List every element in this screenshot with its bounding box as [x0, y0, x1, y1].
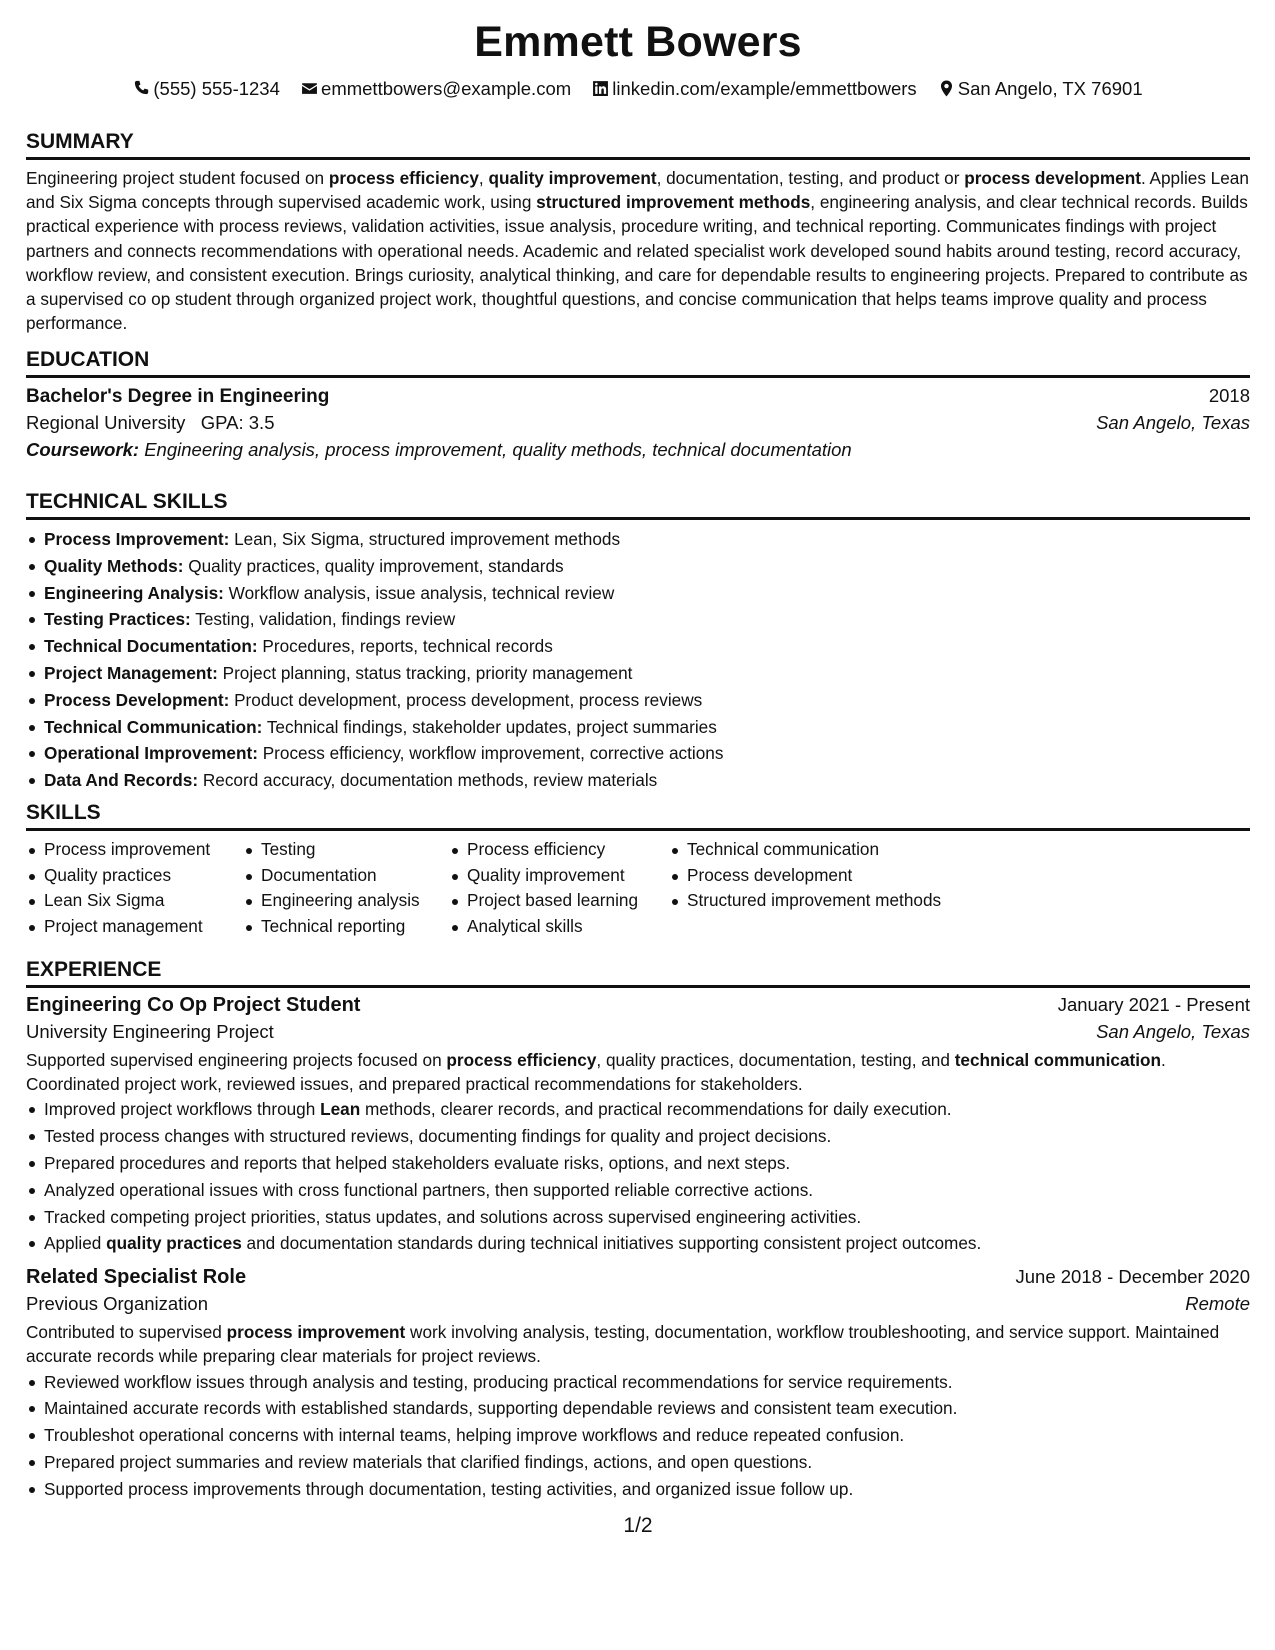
coursework-line: [26, 439, 1250, 461]
school-name: Regional University: [26, 412, 186, 433]
text-segment: Prepared procedures and reports that helped stakeholders evaluate risks, options, and next steps.: [44, 1153, 791, 1173]
job-bullets: [26, 1096, 1250, 1257]
phone-text: (555) 555-1234: [153, 78, 280, 99]
skill-item: Technical communication: [669, 837, 969, 863]
resume-page: [26, 0, 1250, 1650]
text-segment: ,: [478, 168, 489, 188]
technical-skill-item: [26, 660, 1250, 687]
job-bullet: [26, 1204, 1250, 1231]
emphasis-text: structured improvement methods: [536, 192, 811, 213]
skill-category: Project Management:: [44, 662, 218, 683]
education-section: [26, 348, 1250, 461]
contact-location: [938, 78, 1143, 100]
job-summary: [26, 1048, 1250, 1096]
skill-category: Technical Communication:: [44, 716, 263, 737]
jobs-list: [26, 994, 1250, 1503]
school-line: [26, 412, 275, 434]
job-title-row: [26, 994, 1250, 1017]
section-title: TECHNICAL SKILLS: [26, 490, 1250, 520]
skills-columns: [26, 837, 1250, 939]
job-dates: June 2018 - December 2020: [1015, 1266, 1250, 1288]
job-location: San Angelo, Texas: [1096, 1021, 1250, 1042]
skills-column: [243, 837, 449, 939]
skill-item: Process development: [669, 863, 969, 889]
job-bullet: [26, 1096, 1250, 1123]
skill-item: Lean Six Sigma: [26, 888, 243, 914]
email-text: emmettbowers@example.com: [321, 78, 572, 99]
skill-category: Process Improvement:: [44, 529, 230, 549]
text-segment: Tracked competing project priorities, status updates, and solutions across supervised engineering activities.: [44, 1206, 862, 1227]
job-bullet: [26, 1369, 1250, 1396]
job-title: Related Specialist Role: [26, 1266, 247, 1289]
text-segment: Reviewed workflow issues through analysis and testing, producing practical recommendations for service requirements.: [44, 1371, 953, 1392]
technical-skill-item: [26, 687, 1250, 714]
emphasis-text: quality improvement: [488, 168, 657, 188]
experience-section: [26, 958, 1250, 1503]
contact-linkedin: [592, 78, 916, 100]
emphasis-text: process efficiency: [328, 168, 479, 188]
job-entry: [26, 1266, 1250, 1502]
text-segment: Maintained accurate records with established standards, supporting dependable reviews and consistent team execution.: [44, 1398, 958, 1419]
skill-details: Project planning, status tracking, priority management: [222, 662, 633, 683]
linkedin-text: linkedin.com/example/emmettbowers: [612, 78, 917, 99]
text-segment: and documentation standards during technical initiatives supporting consistent project outcomes.: [241, 1233, 982, 1254]
job-bullets: [26, 1369, 1250, 1503]
job-bullet: [26, 1395, 1250, 1422]
contact-email: [301, 78, 571, 100]
skill-details: Procedures, reports, technical records: [262, 636, 553, 657]
envelope-icon: [301, 80, 318, 97]
section-title: SUMMARY: [26, 130, 1250, 160]
technical-skill-item: [26, 580, 1250, 607]
text-segment: Applied: [44, 1233, 107, 1254]
skill-item: Process efficiency: [449, 837, 669, 863]
location-text: San Angelo, TX 76901: [957, 78, 1143, 99]
text-segment: , engineering analysis, and clear technical records. Builds practical experience with process reviews, validation activities, issue analysis, procedure writing, and technical reporting. Communicates findings with project partners and connects recommendations with operational needs. Academic and related specialist work developed sound habits around testing, record accuracy, workflow review, and consistent execution. Brings curiosity, analytical thinking, and care for dependable results to engineering projects. Prepared to contribute as a supervised co op student through organized project work, thoughtful questions, and concise communication that helps teams improve quality and process performance.: [26, 192, 1248, 334]
text-segment: , documentation, testing, and product or: [656, 168, 965, 188]
job-title: Engineering Co Op Project Student: [26, 994, 361, 1016]
skill-item: Analytical skills: [449, 914, 669, 940]
technical-skills-section: [26, 490, 1250, 794]
technical-skill-item: [26, 553, 1250, 580]
job-dates: January 2021 - Present: [1057, 994, 1250, 1015]
skill-details: Quality practices, quality improvement, standards: [188, 555, 564, 576]
skill-item: Quality practices: [26, 863, 243, 889]
gpa: GPA: 3.5: [200, 412, 275, 433]
candidate-name: Emmett Bowers: [474, 18, 802, 66]
skill-item: Quality improvement: [449, 863, 669, 889]
technical-skill-item: [26, 633, 1250, 660]
linkedin-icon: [592, 80, 609, 97]
coursework-text: Engineering analysis, process improvement, quality methods, technical documentation: [144, 439, 852, 460]
skill-category: Technical Documentation:: [44, 636, 258, 657]
text-segment: Contributed to supervised: [26, 1322, 227, 1343]
skill-details: Process efficiency, workflow improvement, corrective actions: [262, 743, 724, 764]
skill-item: Project management: [26, 914, 243, 940]
section-title: EDUCATION: [26, 348, 1250, 378]
text-segment: methods, clearer records, and practical recommendations for daily execution.: [360, 1099, 952, 1120]
text-segment: Troubleshot operational concerns with internal teams, helping improve workflows and reduce repeated confusion.: [44, 1425, 905, 1446]
emphasis-text: process development: [964, 168, 1141, 188]
text-segment: . Applies Lean and Six Sigma concepts through supervised academic work, using: [26, 168, 1249, 213]
job-title-row: [26, 1266, 1250, 1289]
text-segment: Engineering project student focused on: [26, 168, 329, 188]
skills-column: [669, 837, 969, 939]
job-bullet: [26, 1230, 1250, 1257]
coursework-label: Coursework:: [26, 439, 140, 460]
skills-column: [26, 837, 243, 939]
job-bullet: [26, 1449, 1250, 1476]
job-bullet: [26, 1150, 1250, 1177]
skill-item: Documentation: [243, 863, 449, 889]
page-number: 1/2: [623, 1514, 653, 1537]
skill-item: Structured improvement methods: [669, 888, 969, 914]
skill-item: Technical reporting: [243, 914, 449, 940]
skill-item: Process improvement: [26, 837, 243, 863]
emphasis-text: process efficiency: [446, 1050, 597, 1070]
text-segment: Supported process improvements through documentation, testing activities, and organized issue follow up.: [44, 1478, 854, 1499]
section-title: EXPERIENCE: [26, 958, 1250, 988]
school-location: San Angelo, Texas: [1096, 412, 1250, 433]
technical-skill-item: [26, 740, 1250, 767]
emphasis-text: quality practices: [106, 1233, 242, 1254]
map-pin-icon: [938, 80, 955, 97]
job-bullet: [26, 1123, 1250, 1150]
skills-section: [26, 801, 1250, 939]
skill-category: Quality Methods:: [44, 555, 184, 576]
job-entry: [26, 994, 1250, 1257]
skill-category: Engineering Analysis:: [44, 582, 224, 603]
skill-details: Workflow analysis, issue analysis, technical review: [228, 582, 615, 603]
skill-details: Technical findings, stakeholder updates, project summaries: [266, 716, 717, 737]
skills-column: [449, 837, 669, 939]
skill-item: Engineering analysis: [243, 888, 449, 914]
job-bullet: [26, 1476, 1250, 1503]
phone-icon: [133, 80, 150, 97]
skill-details: Lean, Six Sigma, structured improvement methods: [234, 529, 621, 549]
skill-details: Record accuracy, documentation methods, review materials: [202, 770, 658, 791]
job-summary: [26, 1320, 1250, 1368]
text-segment: Improved project workflows through: [44, 1099, 321, 1120]
text-segment: Prepared project summaries and review materials that clarified findings, actions, and open questions.: [44, 1451, 813, 1472]
technical-skill-item: [26, 526, 1250, 553]
section-title: SKILLS: [26, 801, 1250, 831]
job-bullet: [26, 1177, 1250, 1204]
emphasis-text: process improvement: [226, 1322, 406, 1343]
organization: Previous Organization: [26, 1293, 209, 1315]
technical-skills-list: [26, 526, 1250, 794]
skill-item: Project based learning: [449, 888, 669, 914]
job-org-row: [26, 1293, 1250, 1315]
job-org-row: [26, 1021, 1250, 1043]
skill-category: Process Development:: [44, 689, 230, 710]
graduation-year: 2018: [1208, 385, 1250, 406]
emphasis-text: technical communication: [954, 1050, 1161, 1070]
text-segment: . Coordinated project work, reviewed issues, and prepared practical recommendations for stakeholders.: [26, 1050, 1166, 1095]
skill-category: Testing Practices:: [44, 609, 191, 630]
text-segment: work involving analysis, testing, documentation, workflow troubleshooting, and service support. Maintained accurate records while preparing clear materials for project reviews.: [26, 1322, 1220, 1367]
skill-category: Operational Improvement:: [44, 743, 258, 764]
text-segment: , quality practices, documentation, testing, and: [596, 1050, 955, 1070]
text-segment: Supported supervised engineering projects focused on: [26, 1050, 447, 1070]
skill-details: Product development, process development, process reviews: [234, 689, 703, 710]
summary-paragraph: [26, 166, 1250, 335]
job-bullet: [26, 1422, 1250, 1449]
contact-bar: [26, 78, 1250, 100]
technical-skill-item: [26, 714, 1250, 741]
organization: University Engineering Project: [26, 1021, 274, 1042]
skill-category: Data And Records:: [44, 770, 199, 791]
skill-details: Testing, validation, findings review: [195, 609, 456, 630]
degree-row: [26, 385, 1250, 408]
skill-item: Testing: [243, 837, 449, 863]
text-segment: Analyzed operational issues with cross functional partners, then supported reliable corrective actions.: [44, 1179, 814, 1200]
contact-phone: [133, 78, 280, 100]
emphasis-text: Lean: [320, 1099, 361, 1120]
technical-skill-item: [26, 767, 1250, 794]
school-row: [26, 412, 1250, 434]
technical-skill-item: [26, 606, 1250, 633]
summary-section: [26, 130, 1250, 335]
text-segment: Tested process changes with structured reviews, documenting findings for quality and project decisions.: [44, 1126, 832, 1147]
job-location: Remote: [1185, 1293, 1250, 1315]
degree-title: Bachelor's Degree in Engineering: [26, 386, 330, 407]
